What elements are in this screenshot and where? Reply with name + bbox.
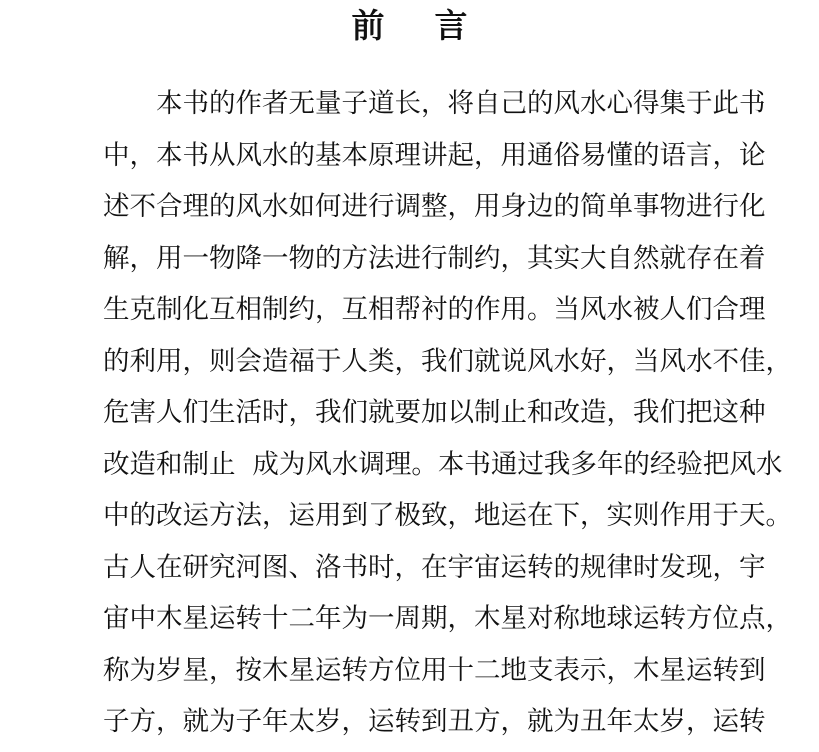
- heading-char-1: 前: [351, 6, 385, 45]
- text-line: 称为岁星，按木星运转方位用十二地支表示，木星运转到: [103, 654, 766, 686]
- text-line: 解，用一物降一物的方法进行制约，其实大自然就存在着: [103, 242, 766, 274]
- heading-char-2: 言: [434, 6, 468, 45]
- text-line: 子方，就为子年太岁，运转到丑方，就为丑年太岁，运转: [103, 706, 766, 737]
- text-line: 生克制化互相制约，互相帮衬的作用。当风水被人们合理: [103, 294, 766, 325]
- text-line: 古人在研究河图、洛书时，在宇宙运转的规律时发现，宇: [103, 551, 766, 583]
- text-line: 中的改运方法，运用到了极致，地运在下，实则作用于天。: [103, 500, 792, 531]
- text-line: 的利用，则会造福于人类，我们就说风水好，当风水不佳，: [103, 345, 792, 377]
- text-line: 述不合理的风水如何进行调整，用身边的简单事物进行化: [103, 191, 766, 222]
- text-line: 本书的作者无量子道长，将自己的风水心得集于此书: [156, 88, 766, 119]
- text-line: 中，本书从风水的基本原理讲起，用通俗易懂的语言，论: [103, 139, 766, 171]
- preface-heading: [0, 4, 819, 48]
- text-line: 改造和制止 成为风水调理。本书通过我多年的经验把风水: [103, 448, 783, 480]
- text-line: 宙中木星运转十二年为一周期，木星对称地球运转方位点，: [103, 603, 792, 634]
- preface-body: [103, 82, 792, 752]
- text-line: 危害人们生活时，我们就要加以制止和改造，我们把这种: [103, 397, 766, 428]
